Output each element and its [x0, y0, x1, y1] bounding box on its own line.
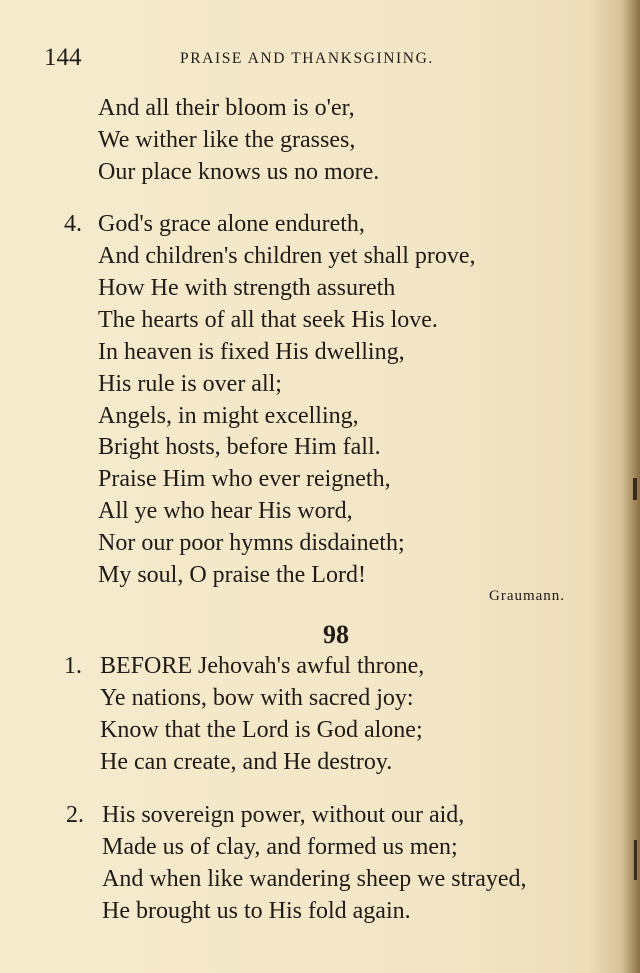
- verse-line: Angels, in might excelling,: [98, 403, 359, 429]
- verse-line: The hearts of all that seek His love.: [98, 307, 438, 333]
- page-number: 144: [44, 44, 82, 71]
- page-edge-mark: [634, 840, 637, 880]
- verse-line: My soul, O praise the Lord!: [98, 562, 366, 588]
- page-edge-mark: [633, 478, 637, 500]
- verse-line: How He with strength assureth: [98, 275, 396, 301]
- verse-line: All ye who hear His word,: [98, 498, 353, 524]
- verse-line: And children's children yet shall prove,: [98, 243, 476, 269]
- verse-line: Praise Him who ever reigneth,: [98, 466, 391, 492]
- verse-line: We wither like the grasses,: [98, 127, 356, 153]
- verse-line: His sovereign power, without our aid,: [102, 802, 465, 828]
- stanza-number: 2.: [66, 802, 84, 828]
- verse-line: His rule is over all;: [98, 371, 282, 397]
- page-header: [44, 44, 604, 74]
- hymn-number: 98: [323, 620, 349, 649]
- verse-line: Our place knows us no more.: [98, 159, 380, 185]
- author-attribution: Graumann.: [489, 588, 566, 604]
- verse-line: In heaven is fixed His dwelling,: [98, 339, 405, 365]
- verse-line: BEFORE Jehovah's awful throne,: [100, 653, 425, 679]
- running-head: PRAISE AND THANKSGINING.: [180, 50, 434, 67]
- verse-line: God's grace alone endureth,: [98, 211, 365, 237]
- verse-line: And all their bloom is o'er,: [98, 95, 355, 121]
- stanza-number: 4.: [64, 211, 82, 237]
- verse-line: He brought us to His fold again.: [102, 898, 411, 924]
- verse-line: And when like wandering sheep we strayed,: [102, 866, 527, 892]
- verse-line: Know that the Lord is God alone;: [100, 717, 423, 743]
- verse-line: Nor our poor hymns disdaineth;: [98, 530, 405, 556]
- verse-line: He can create, and He destroy.: [100, 749, 393, 775]
- verse-line: Made us of clay, and formed us men;: [102, 834, 458, 860]
- verse-line: Ye nations, bow with sacred joy:: [100, 685, 414, 711]
- stanza-number: 1.: [64, 653, 82, 679]
- verse-line: Bright hosts, before Him fall.: [98, 434, 381, 460]
